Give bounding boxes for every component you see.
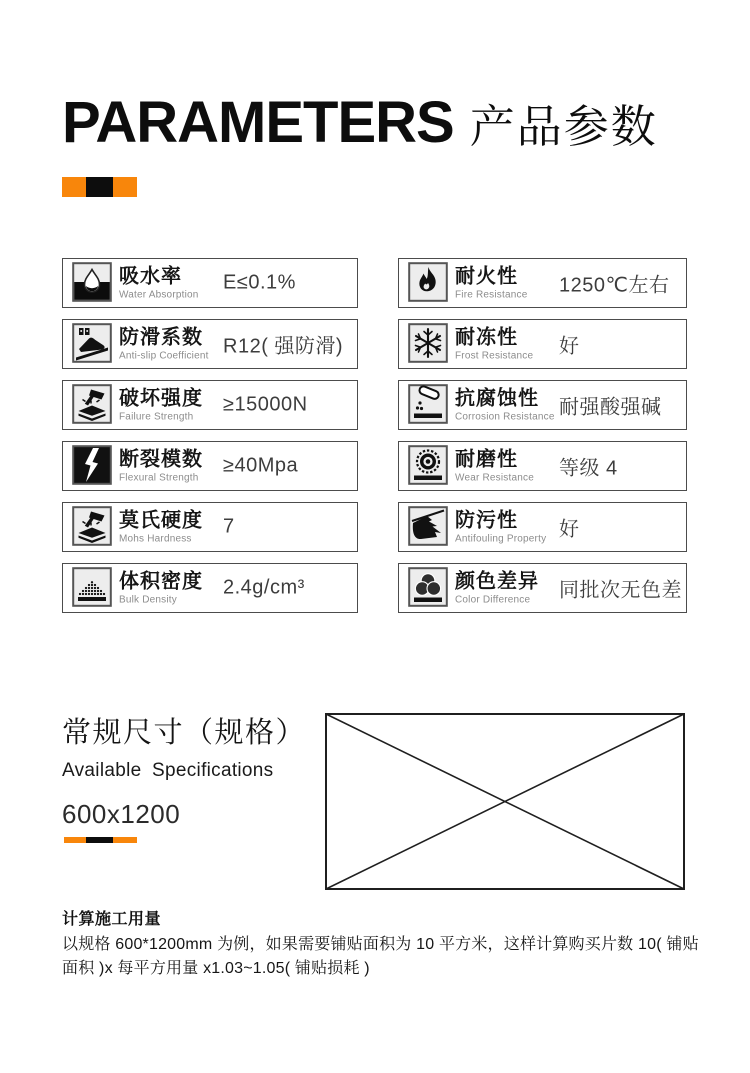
param-labels xyxy=(119,388,203,423)
param-value: R12( 强防滑) xyxy=(223,335,344,358)
param-label-en: Anti-slip Coefficient xyxy=(119,350,209,362)
param-label-zh: 破坏强度 xyxy=(119,387,203,410)
param-value: 好 xyxy=(559,518,580,541)
accent-bar-top xyxy=(62,177,137,197)
param-value: 2.4g/cm³ xyxy=(223,576,305,599)
param-label-zh: 耐磨性 xyxy=(455,448,518,471)
hammer-impact-icon xyxy=(72,384,112,424)
param-labels xyxy=(455,388,555,423)
crossed-rectangle-icon xyxy=(325,713,685,890)
param-labels xyxy=(119,327,209,362)
param-box-color-venn xyxy=(398,563,687,613)
param-label-en: Bulk Density xyxy=(119,594,177,606)
param-label-zh: 吸水率 xyxy=(119,265,182,288)
param-box-hammer-mohs xyxy=(62,502,358,552)
param-label-zh: 断裂模数 xyxy=(119,448,203,471)
param-box-acid-tube xyxy=(398,380,687,430)
param-value: 等级 4 xyxy=(559,457,618,480)
snowflake-icon xyxy=(408,323,448,363)
grinding-wheel-icon xyxy=(408,445,448,485)
param-box-density-dots xyxy=(62,563,358,613)
hammer-mohs-icon xyxy=(72,506,112,546)
param-value: 同批次无色差 xyxy=(559,579,682,602)
param-value: 1250℃左右 xyxy=(559,274,670,297)
param-box-crack-lightning xyxy=(62,441,358,491)
param-value: ≥40Mpa xyxy=(223,454,299,477)
param-label-zh: 耐火性 xyxy=(455,265,518,288)
param-label-en: Antifouling Property xyxy=(455,533,547,545)
accent-segment-orange xyxy=(62,177,86,197)
param-value: ≥15000N xyxy=(223,393,308,416)
color-venn-icon xyxy=(408,567,448,607)
param-labels xyxy=(455,510,546,545)
page-title xyxy=(62,90,658,155)
stain-splash-icon xyxy=(408,506,448,546)
accent-segment-orange xyxy=(113,837,137,843)
param-label-zh: 防滑系数 xyxy=(119,326,203,349)
page-title-zh: 产品参数 xyxy=(469,101,658,152)
param-labels xyxy=(455,266,527,301)
specifications-heading-en: Available Specifications xyxy=(62,760,274,781)
param-label-en: Color Difference xyxy=(455,594,531,606)
param-labels xyxy=(119,266,199,301)
param-box-anti-slip-shoe xyxy=(62,319,358,369)
param-box-snowflake xyxy=(398,319,687,369)
param-label-zh: 颜色差异 xyxy=(455,570,539,593)
param-labels xyxy=(119,510,203,545)
acid-tube-icon xyxy=(408,384,448,424)
param-box-water-drop xyxy=(62,258,358,308)
specification-size: 600x1200 xyxy=(62,799,181,829)
param-labels xyxy=(119,571,203,606)
param-labels xyxy=(455,571,539,606)
param-label-en: Corrosion Resistance xyxy=(455,411,555,423)
accent-segment-orange xyxy=(64,837,86,843)
param-label-en: Fire Resistance xyxy=(455,289,528,301)
param-value: 好 xyxy=(559,335,580,358)
param-value: E≤0.1% xyxy=(223,271,296,294)
accent-segment-black xyxy=(86,837,113,843)
param-label-en: Flexural Strength xyxy=(119,472,199,484)
param-box-grinding-wheel xyxy=(398,441,687,491)
param-labels xyxy=(455,327,533,362)
param-label-zh: 莫氏硬度 xyxy=(119,509,203,532)
param-labels xyxy=(455,449,534,484)
param-label-zh: 防污性 xyxy=(455,509,518,532)
parameters-grid xyxy=(62,258,687,613)
accent-segment-black xyxy=(86,177,113,197)
param-label-zh: 抗腐蚀性 xyxy=(455,387,539,410)
page-title-en: PARAMETERS xyxy=(62,90,454,155)
param-value: 7 xyxy=(223,515,235,538)
usage-title: 计算施工用量 xyxy=(62,911,162,928)
param-label-en: Wear Resistance xyxy=(455,472,534,484)
size-placeholder-rectangle xyxy=(325,713,685,890)
usage-text: 以规格 600*1200mm 为例，如果需要铺贴面积为 10 平方米，这样计算购买片数 10( 铺贴面积 )x 每平方用量 x1.03~1.05( 铺贴损耗 ) xyxy=(62,936,699,977)
param-label-zh: 耐冻性 xyxy=(455,326,518,349)
param-label-en: Frost Resistance xyxy=(455,350,534,362)
crack-lightning-icon xyxy=(72,445,112,485)
water-drop-icon xyxy=(72,262,112,302)
param-value: 耐强酸强碱 xyxy=(559,396,662,419)
param-labels xyxy=(119,449,203,484)
density-dots-icon xyxy=(72,567,112,607)
param-box-stain-splash xyxy=(398,502,687,552)
specifications-heading-zh: 常规尺寸（规格） xyxy=(62,717,307,749)
accent-bar-small xyxy=(64,837,137,843)
param-label-zh: 体积密度 xyxy=(119,570,203,593)
param-box-flame xyxy=(398,258,687,308)
param-box-hammer-impact xyxy=(62,380,358,430)
param-label-en: Mohs Hardness xyxy=(119,533,192,545)
param-label-en: Failure Strength xyxy=(119,411,194,423)
flame-icon xyxy=(408,262,448,302)
param-label-en: Water Absorption xyxy=(119,289,199,301)
anti-slip-shoe-icon xyxy=(72,323,112,363)
accent-segment-orange xyxy=(113,177,137,197)
